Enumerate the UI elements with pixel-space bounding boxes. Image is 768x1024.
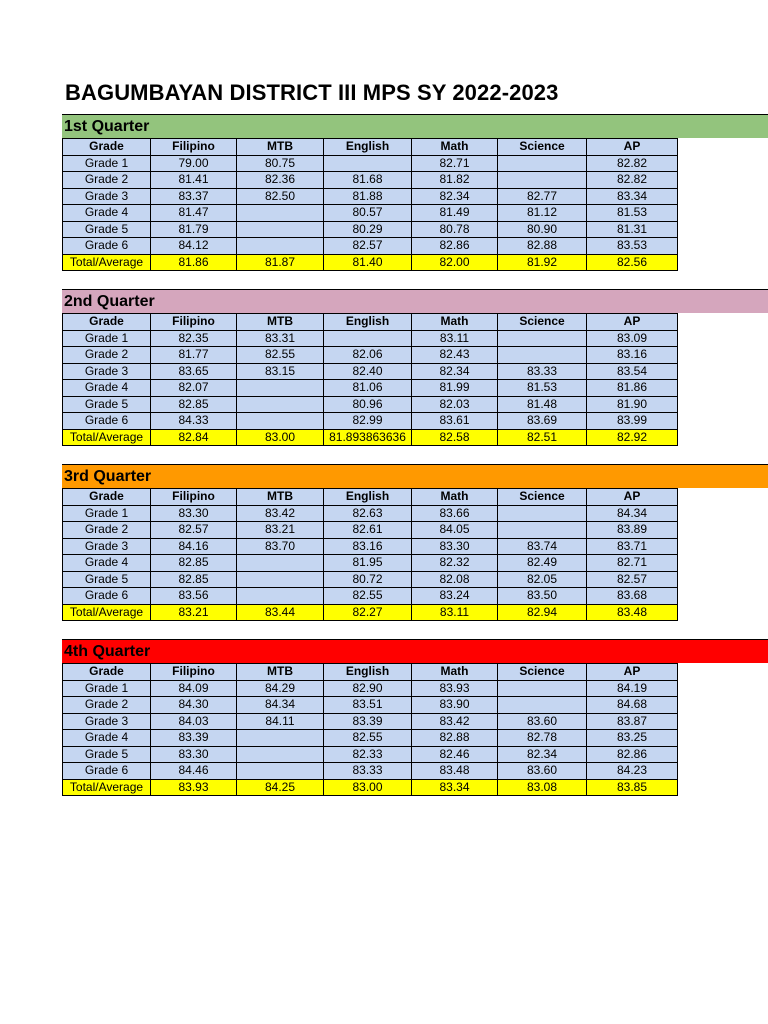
score-cell-filipino: 83.56 [151,588,237,605]
score-cell-ap: 83.54 [587,363,678,380]
score-cell-math: 83.93 [412,680,498,697]
column-header-mtb: MTB [237,664,324,681]
score-cell-math: 83.90 [412,697,498,714]
score-cell-science: 82.88 [498,238,587,255]
table-row [63,505,678,522]
average-cell-english: 82.27 [324,604,412,621]
table-row [63,205,678,222]
score-cell-science [498,172,587,189]
score-cell-ap: 82.57 [587,571,678,588]
column-header-math: Math [412,314,498,331]
table-row [63,680,678,697]
score-cell-english: 82.55 [324,730,412,747]
score-cell-science: 82.77 [498,188,587,205]
score-cell-mtb: 82.50 [237,188,324,205]
score-cell-ap: 83.99 [587,413,678,430]
score-cell-ap: 84.34 [587,505,678,522]
mps-table [62,138,678,271]
average-cell-filipino: 83.93 [151,779,237,796]
column-header-filipino: Filipino [151,664,237,681]
column-header-grade: Grade [63,139,151,156]
table-row [63,588,678,605]
grade-label: Grade 3 [63,538,151,555]
score-cell-filipino: 82.57 [151,522,237,539]
score-cell-english: 82.90 [324,680,412,697]
column-header-ap: AP [587,664,678,681]
grade-label: Grade 1 [63,330,151,347]
score-cell-ap: 81.86 [587,380,678,397]
score-cell-math: 83.30 [412,538,498,555]
score-cell-mtb [237,238,324,255]
score-cell-science: 81.53 [498,380,587,397]
score-cell-ap: 81.31 [587,221,678,238]
grade-label: Grade 4 [63,730,151,747]
score-cell-english: 81.68 [324,172,412,189]
score-cell-math: 82.71 [412,155,498,172]
score-cell-ap: 82.82 [587,155,678,172]
grade-label: Grade 1 [63,680,151,697]
average-cell-mtb: 84.25 [237,779,324,796]
grade-label: Grade 6 [63,763,151,780]
score-cell-ap: 83.25 [587,730,678,747]
score-cell-english: 83.39 [324,713,412,730]
score-cell-english: 82.99 [324,413,412,430]
column-header-grade: Grade [63,489,151,506]
score-cell-mtb [237,380,324,397]
table-row [63,172,678,189]
score-cell-english: 82.61 [324,522,412,539]
average-cell-math: 82.00 [412,254,498,271]
average-cell-filipino: 81.86 [151,254,237,271]
score-cell-ap: 83.09 [587,330,678,347]
score-cell-filipino: 84.46 [151,763,237,780]
score-cell-math: 81.99 [412,380,498,397]
table-row [63,555,678,572]
score-cell-mtb: 83.70 [237,538,324,555]
score-cell-filipino: 84.12 [151,238,237,255]
column-header-math: Math [412,489,498,506]
score-cell-science: 80.90 [498,221,587,238]
score-cell-science: 83.60 [498,763,587,780]
score-cell-mtb [237,588,324,605]
column-header-grade: Grade [63,664,151,681]
score-cell-ap: 83.89 [587,522,678,539]
score-cell-english: 80.96 [324,396,412,413]
score-cell-ap: 84.23 [587,763,678,780]
score-cell-english [324,155,412,172]
grade-label: Grade 6 [63,588,151,605]
score-cell-math: 82.08 [412,571,498,588]
grade-label: Grade 5 [63,221,151,238]
grade-label: Grade 6 [63,238,151,255]
table-row [63,571,678,588]
score-cell-mtb: 84.34 [237,697,324,714]
table-row [63,221,678,238]
grade-label: Grade 4 [63,380,151,397]
quarter-section-2 [62,289,768,446]
score-cell-filipino: 81.41 [151,172,237,189]
score-cell-science [498,680,587,697]
score-cell-ap: 84.68 [587,697,678,714]
score-cell-mtb [237,730,324,747]
score-cell-filipino: 82.85 [151,555,237,572]
table-row [63,188,678,205]
score-cell-science: 81.12 [498,205,587,222]
score-cell-mtb [237,555,324,572]
grade-label: Grade 3 [63,363,151,380]
score-cell-math: 81.49 [412,205,498,222]
score-cell-math: 80.78 [412,221,498,238]
score-cell-filipino: 82.35 [151,330,237,347]
score-cell-english: 82.55 [324,588,412,605]
total-average-row [63,779,678,796]
score-cell-english: 81.88 [324,188,412,205]
quarter-section-1 [62,114,768,271]
grade-label: Grade 1 [63,155,151,172]
column-header-science: Science [498,314,587,331]
score-cell-math: 83.48 [412,763,498,780]
score-cell-science: 82.49 [498,555,587,572]
score-cell-filipino: 81.79 [151,221,237,238]
table-row [63,155,678,172]
column-header-ap: AP [587,489,678,506]
mps-table [62,663,678,796]
average-cell-math: 82.58 [412,429,498,446]
score-cell-filipino: 82.85 [151,396,237,413]
score-cell-english: 80.29 [324,221,412,238]
average-cell-mtb: 83.44 [237,604,324,621]
score-cell-english: 80.57 [324,205,412,222]
total-average-label: Total/Average [63,779,151,796]
grade-label: Grade 4 [63,205,151,222]
score-cell-math: 82.43 [412,347,498,364]
score-cell-science [498,505,587,522]
score-cell-science [498,522,587,539]
score-cell-filipino: 83.37 [151,188,237,205]
quarter-section-3 [62,464,768,621]
mps-table [62,313,678,446]
column-header-mtb: MTB [237,314,324,331]
document-title: BAGUMBAYAN DISTRICT III MPS SY 2022-2023 [65,80,559,105]
score-cell-mtb: 83.21 [237,522,324,539]
score-cell-math: 83.61 [412,413,498,430]
grade-label: Grade 4 [63,555,151,572]
score-cell-math: 83.24 [412,588,498,605]
score-cell-filipino: 84.03 [151,713,237,730]
score-cell-math: 82.32 [412,555,498,572]
score-cell-filipino: 83.30 [151,746,237,763]
score-cell-mtb: 83.42 [237,505,324,522]
score-cell-mtb [237,221,324,238]
score-cell-math: 82.34 [412,363,498,380]
score-cell-english: 80.72 [324,571,412,588]
score-cell-filipino: 84.33 [151,413,237,430]
grade-label: Grade 3 [63,188,151,205]
score-cell-math: 82.46 [412,746,498,763]
score-cell-science: 82.05 [498,571,587,588]
table-row [63,347,678,364]
table-row [63,413,678,430]
score-cell-mtb: 84.11 [237,713,324,730]
score-cell-ap: 84.19 [587,680,678,697]
mps-table [62,488,678,621]
score-cell-mtb: 82.36 [237,172,324,189]
total-average-row [63,604,678,621]
grade-label: Grade 5 [63,571,151,588]
score-cell-english: 83.16 [324,538,412,555]
column-header-ap: AP [587,139,678,156]
column-header-science: Science [498,489,587,506]
average-cell-filipino: 82.84 [151,429,237,446]
score-cell-math: 83.11 [412,330,498,347]
score-cell-math: 82.86 [412,238,498,255]
average-cell-english: 81.40 [324,254,412,271]
score-cell-science: 82.34 [498,746,587,763]
score-cell-mtb [237,763,324,780]
score-cell-ap: 83.71 [587,538,678,555]
column-header-filipino: Filipino [151,314,237,331]
score-cell-ap: 83.68 [587,588,678,605]
score-cell-ap: 82.71 [587,555,678,572]
total-average-label: Total/Average [63,604,151,621]
score-cell-english: 82.40 [324,363,412,380]
table-row [63,746,678,763]
score-cell-mtb [237,746,324,763]
average-cell-ap: 82.56 [587,254,678,271]
score-cell-science [498,347,587,364]
column-header-english: English [324,664,412,681]
table-header-row [63,489,678,506]
score-cell-science: 83.60 [498,713,587,730]
score-cell-filipino: 79.00 [151,155,237,172]
column-header-filipino: Filipino [151,489,237,506]
score-cell-ap: 82.82 [587,172,678,189]
table-row [63,697,678,714]
score-cell-mtb: 80.75 [237,155,324,172]
column-header-math: Math [412,664,498,681]
average-cell-mtb: 81.87 [237,254,324,271]
score-cell-filipino: 84.09 [151,680,237,697]
column-header-science: Science [498,664,587,681]
column-header-ap: AP [587,314,678,331]
score-cell-math: 84.05 [412,522,498,539]
average-cell-math: 83.34 [412,779,498,796]
column-header-english: English [324,314,412,331]
score-cell-science: 83.69 [498,413,587,430]
score-cell-english: 82.06 [324,347,412,364]
column-header-math: Math [412,139,498,156]
score-cell-mtb: 84.29 [237,680,324,697]
quarter-header: 4th Quarter [62,639,768,663]
score-cell-math: 82.34 [412,188,498,205]
table-row [63,522,678,539]
score-cell-english: 83.33 [324,763,412,780]
score-cell-math: 82.88 [412,730,498,747]
score-cell-ap: 83.87 [587,713,678,730]
quarter-header: 1st Quarter [62,114,768,138]
score-cell-science: 83.50 [498,588,587,605]
score-cell-science: 83.74 [498,538,587,555]
average-cell-filipino: 83.21 [151,604,237,621]
score-cell-filipino: 83.39 [151,730,237,747]
average-cell-mtb: 83.00 [237,429,324,446]
table-header-row [63,139,678,156]
score-cell-science: 83.33 [498,363,587,380]
grade-label: Grade 6 [63,413,151,430]
score-cell-ap: 83.34 [587,188,678,205]
average-cell-english: 81.893863636 [324,429,412,446]
total-average-label: Total/Average [63,429,151,446]
table-row [63,380,678,397]
score-cell-mtb [237,205,324,222]
score-cell-mtb: 82.55 [237,347,324,364]
score-cell-ap: 81.53 [587,205,678,222]
average-cell-science: 82.51 [498,429,587,446]
score-cell-filipino: 83.30 [151,505,237,522]
score-cell-science [498,155,587,172]
score-cell-ap: 81.90 [587,396,678,413]
average-cell-ap: 83.85 [587,779,678,796]
score-cell-english: 83.51 [324,697,412,714]
column-header-science: Science [498,139,587,156]
column-header-grade: Grade [63,314,151,331]
grade-label: Grade 5 [63,396,151,413]
score-cell-english: 82.57 [324,238,412,255]
score-cell-filipino: 81.77 [151,347,237,364]
grade-label: Grade 3 [63,713,151,730]
column-header-english: English [324,139,412,156]
average-cell-science: 83.08 [498,779,587,796]
score-cell-filipino: 82.07 [151,380,237,397]
score-cell-filipino: 81.47 [151,205,237,222]
table-row [63,763,678,780]
score-cell-english: 82.63 [324,505,412,522]
table-row [63,538,678,555]
table-row [63,238,678,255]
score-cell-math: 83.66 [412,505,498,522]
score-cell-filipino: 84.16 [151,538,237,555]
score-cell-filipino: 83.65 [151,363,237,380]
score-cell-english: 82.33 [324,746,412,763]
total-average-row [63,254,678,271]
table-row [63,713,678,730]
score-cell-english [324,330,412,347]
score-cell-science: 81.48 [498,396,587,413]
quarter-section-4 [62,639,768,796]
score-cell-ap: 83.53 [587,238,678,255]
score-cell-mtb [237,413,324,430]
table-header-row [63,664,678,681]
grade-label: Grade 5 [63,746,151,763]
score-cell-filipino: 82.85 [151,571,237,588]
table-row [63,363,678,380]
column-header-filipino: Filipino [151,139,237,156]
average-cell-science: 81.92 [498,254,587,271]
average-cell-ap: 83.48 [587,604,678,621]
total-average-row [63,429,678,446]
column-header-mtb: MTB [237,139,324,156]
column-header-mtb: MTB [237,489,324,506]
score-cell-filipino: 84.30 [151,697,237,714]
column-header-english: English [324,489,412,506]
grade-label: Grade 2 [63,697,151,714]
table-row [63,730,678,747]
average-cell-math: 83.11 [412,604,498,621]
score-cell-mtb [237,571,324,588]
table-row [63,330,678,347]
table-row [63,396,678,413]
score-cell-mtb [237,396,324,413]
score-cell-math: 82.03 [412,396,498,413]
grade-label: Grade 2 [63,347,151,364]
average-cell-english: 83.00 [324,779,412,796]
table-header-row [63,314,678,331]
grade-label: Grade 2 [63,172,151,189]
score-cell-mtb: 83.31 [237,330,324,347]
score-cell-science [498,697,587,714]
score-cell-english: 81.06 [324,380,412,397]
grade-label: Grade 2 [63,522,151,539]
quarter-header: 3rd Quarter [62,464,768,488]
quarter-header: 2nd Quarter [62,289,768,313]
score-cell-english: 81.95 [324,555,412,572]
score-cell-ap: 83.16 [587,347,678,364]
grade-label: Grade 1 [63,505,151,522]
score-cell-math: 81.82 [412,172,498,189]
score-cell-math: 83.42 [412,713,498,730]
total-average-label: Total/Average [63,254,151,271]
score-cell-science: 82.78 [498,730,587,747]
average-cell-ap: 82.92 [587,429,678,446]
score-cell-science [498,330,587,347]
score-cell-mtb: 83.15 [237,363,324,380]
score-cell-ap: 82.86 [587,746,678,763]
average-cell-science: 82.94 [498,604,587,621]
